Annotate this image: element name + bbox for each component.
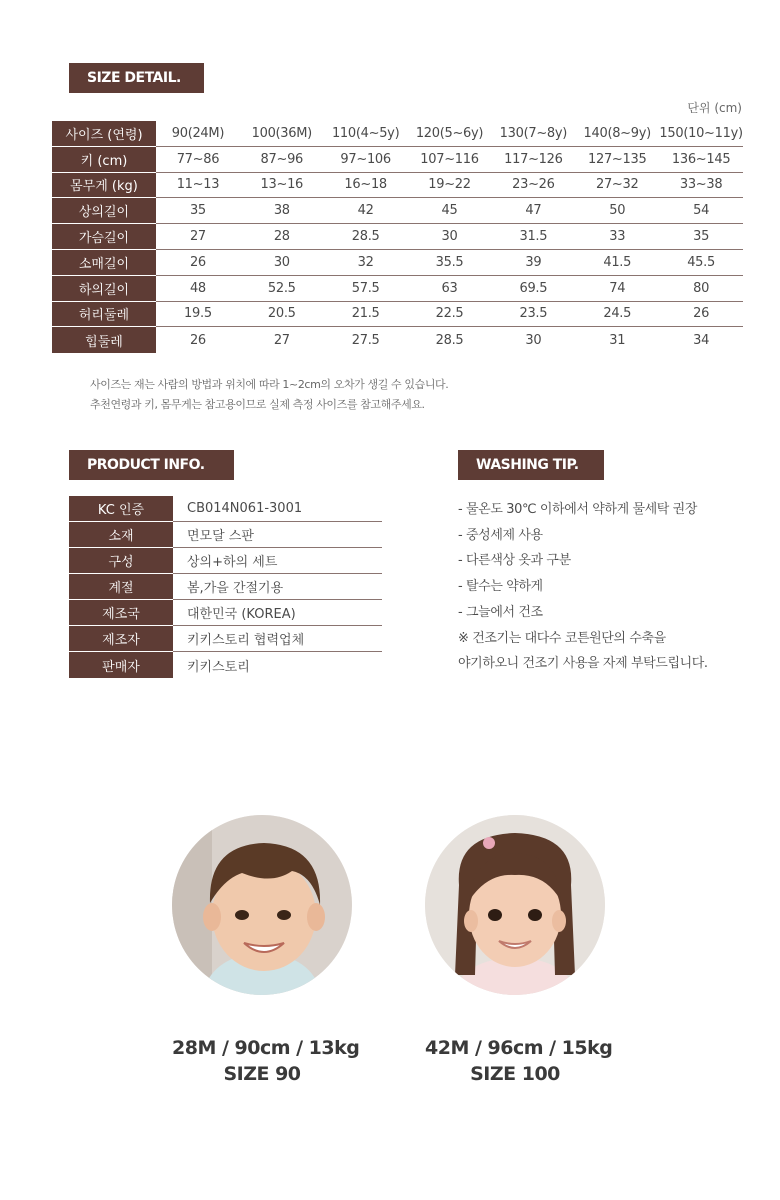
table-cell: 39 [525,254,542,270]
table-cell: 대한민국 (KOREA) [187,607,296,622]
girl-portrait-icon [425,815,605,995]
table-row [52,173,743,199]
row-header: 계절 [69,574,173,600]
row-header: 하의길이 [52,276,156,302]
row-header: 구성 [69,548,173,574]
model-girl [425,815,613,1087]
table-cell: 97~106 [340,151,391,167]
table-cell: 26 [693,306,710,322]
table-cell: 35.5 [435,254,464,270]
washing-tip-list [458,497,708,677]
washing-tip-title: WASHING TIP. [458,450,604,480]
model-photo-boy [172,815,352,995]
table-cell: 31.5 [519,229,548,245]
list-item: ※ 건조기는 대다수 코튼원단의 수축을 [458,630,666,646]
table-cell: CB014N061-3001 [187,501,303,516]
table-cell: 28 [273,229,290,245]
table-cell: 34 [693,332,710,348]
table-cell: 28.5 [351,229,380,245]
table-row [52,198,743,224]
table-cell: 26 [189,332,206,348]
product-info-table [69,496,382,678]
table-cell: 140(8~9y) [583,125,651,141]
table-cell: 26 [189,254,206,270]
table-cell: 20.5 [267,306,296,322]
size-table [52,121,743,353]
table-row [69,626,382,652]
row-header: 허리둘레 [52,302,156,328]
row-header: 상의길이 [52,198,156,224]
table-cell: 110(4~5y) [331,125,400,141]
table-cell: 136~145 [671,151,731,167]
table-cell: 80 [693,280,710,296]
table-cell: 30 [441,229,458,245]
list-item: - 탈수는 약하게 [458,579,543,595]
table-cell: 77~86 [176,151,220,167]
unit-label: 단위 (cm) [687,101,742,115]
row-header: 판매자 [69,652,173,679]
table-row [52,250,743,276]
table-cell: 27 [273,332,290,348]
table-cell: 74 [609,280,626,296]
table-cell: 면모달 스판 [187,529,254,544]
table-cell: 45.5 [687,254,715,270]
table-cell: 19.5 [184,306,212,322]
table-cell: 31 [609,332,626,348]
table-row [69,496,382,522]
row-header: 제조국 [69,600,173,626]
row-header: 소재 [69,522,173,548]
table-cell: 35 [693,229,710,245]
table-cell: 27~32 [595,177,639,193]
table-cell: 35 [189,203,206,219]
list-item: - 다른색상 옷과 구분 [458,553,571,569]
table-row [52,276,743,302]
row-header: 힙둘레 [52,327,156,354]
model-size: SIZE 100 [470,1063,560,1085]
table-cell: 130(7~8y) [499,125,568,141]
table-row [69,574,382,600]
table-row [52,302,743,328]
table-cell: 23.5 [519,306,548,322]
table-cell: 27.5 [351,332,380,348]
size-detail-title: SIZE DETAIL. [69,63,204,93]
table-cell: 33 [609,229,626,245]
table-cell: 42 [357,203,374,219]
table-cell: 57.5 [351,280,380,296]
table-row [69,600,382,626]
row-header: 가슴길이 [52,224,156,250]
table-cell: 13~16 [260,177,304,193]
table-cell: 150(10~11y) [659,125,743,141]
table-cell: 38 [273,203,290,219]
table-cell: 47 [525,203,542,219]
table-cell: 32 [357,254,374,270]
table-cell: 27 [189,229,206,245]
table-cell: 87~96 [260,151,304,167]
table-cell: 107~116 [420,151,479,167]
table-cell: 30 [273,254,290,270]
row-header: 사이즈 (연령) [52,121,156,147]
table-cell: 69.5 [519,280,548,296]
list-item: 야기하오니 건조기 사용을 자제 부탁드립니다. [458,656,708,672]
table-row [52,147,743,173]
table-cell: 28.5 [435,332,464,348]
table-row [69,522,382,548]
row-header: 소매길이 [52,250,156,276]
table-cell: 23~26 [512,177,555,193]
table-cell: 키키스토리 협력업체 [187,633,305,648]
table-cell: 키키스토리 [187,659,250,675]
table-cell: 상의+하의 세트 [187,555,278,570]
table-row [69,548,382,574]
table-cell: 봄,가을 간절기용 [187,581,284,596]
table-cell: 22.5 [435,306,464,322]
table-row [69,652,382,678]
table-cell: 45 [441,203,458,219]
row-header: KC 인증 [69,496,173,522]
size-notes [90,375,448,415]
list-item: - 그늘에서 건조 [458,604,543,620]
table-cell: 41.5 [603,254,632,270]
table-cell: 21.5 [351,306,380,322]
table-cell: 24.5 [603,306,632,322]
table-cell: 16~18 [344,177,387,193]
table-cell: 63 [441,280,458,296]
table-cell: 52.5 [267,280,296,296]
table-cell: 100(36M) [251,125,312,141]
size-note: 사이즈는 재는 사람의 방법과 위치에 따라 1~2cm의 오차가 생길 수 있습니다. [90,378,449,391]
list-item: - 중성세제 사용 [458,527,543,543]
table-row [52,224,743,250]
row-header: 제조자 [69,626,173,652]
model-stats: 28M / 90cm / 13kg [172,1037,360,1059]
model-photo-girl [425,815,605,995]
table-cell: 127~135 [588,151,647,167]
model-stats: 42M / 96cm / 15kg [425,1037,613,1059]
list-item: - 물온도 30℃ 이하에서 약하게 물세탁 권장 [458,502,697,517]
table-cell: 117~126 [504,151,563,167]
table-cell: 11~13 [176,177,220,193]
table-row [52,327,743,353]
table-cell: 90(24M) [171,125,225,141]
product-info-title: PRODUCT INFO. [69,450,234,480]
table-cell: 120(5~6y) [415,125,484,141]
table-cell: 19~22 [428,177,471,193]
table-cell: 30 [525,332,542,348]
table-row [52,121,743,147]
size-note: 추천연령과 키, 몸무게는 참고용이므로 실제 측정 사이즈를 참고해주세요. [90,398,425,411]
table-cell: 50 [609,203,626,219]
row-header: 몸무게 (kg) [52,173,156,199]
table-cell: 54 [693,203,710,219]
model-boy [172,815,360,1087]
table-cell: 33~38 [679,177,723,193]
model-size: SIZE 90 [223,1063,301,1085]
table-cell: 48 [189,280,206,296]
boy-portrait-icon [172,815,352,995]
row-header: 키 (cm) [52,147,156,173]
